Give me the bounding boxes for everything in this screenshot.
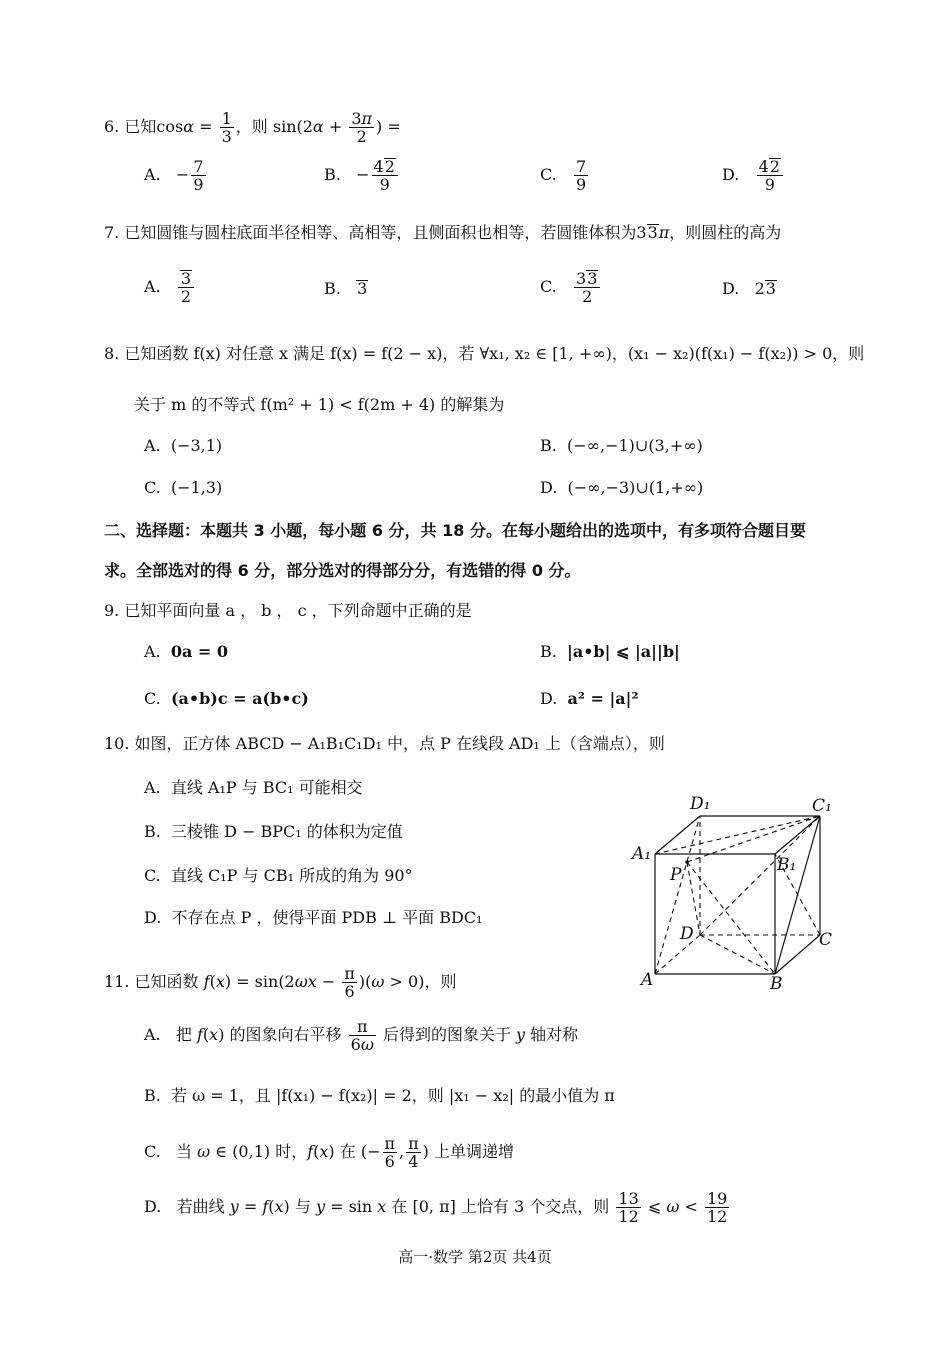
q7-option-c: C. $\frac{33}{2}$ xyxy=(540,270,602,305)
q10-option-b xyxy=(144,821,403,843)
option-text: (−3,1) xyxy=(170,436,223,455)
question-number: 10. xyxy=(104,734,130,753)
option-letter: A. xyxy=(144,1025,161,1044)
q6-option-c: C. $\frac{7}{9}$ xyxy=(540,157,587,194)
q9-option-b xyxy=(540,641,680,663)
q9-option-d xyxy=(540,688,638,710)
q10-option-c xyxy=(144,865,413,887)
question-9-stem xyxy=(104,600,472,622)
label-b1: B₁ xyxy=(777,855,797,875)
q8-option-b xyxy=(540,435,703,457)
question-6-stem: 6. 已知cosα = $\frac{1}{3}$ ，则 sin(2α + $\frac{3\pi}{2}$ ) = xyxy=(104,109,401,146)
option-letter: B. xyxy=(144,822,161,841)
page-footer: 高一·数学 第2页 共4页 xyxy=(398,1248,552,1266)
label-c: C xyxy=(819,930,833,950)
question-text: 已知平面向量 a ， b ， c ，下列命题中正确的是 xyxy=(124,601,472,620)
option-letter: A. xyxy=(144,165,161,184)
option-text: (−∞,−3)∪(1,+∞) xyxy=(567,478,704,497)
segment-pb xyxy=(687,862,775,974)
label-a1: A₁ xyxy=(632,844,652,864)
label-p: P xyxy=(670,865,682,885)
q8-option-d xyxy=(540,477,703,499)
q11-option-c: C. 当 ω ∈ (0,1) 时，f(x) 在 (− $\frac{\pi}{6}$ , $\frac{\pi}{4}$ ) 上单调递增 xyxy=(144,1134,514,1171)
question-7-stem: 7. 已知圆锥与圆柱底面半径相等、高相等，且侧面积也相等，若圆锥体积为33π，则圆柱的高为 xyxy=(104,223,782,242)
option-letter: B. xyxy=(324,165,341,184)
question-11-stem: 11. 已知函数 f(x) = sin(2ωx − $\frac{\pi}{6}$ )(ω > 0)，则 xyxy=(104,964,457,1001)
q10-option-d xyxy=(144,907,482,929)
option-letter: D. xyxy=(144,1197,162,1216)
option-letter: C. xyxy=(540,165,557,184)
option-text: 三棱锥 D − BPC₁ 的体积为定值 xyxy=(171,822,403,841)
q9-option-a xyxy=(144,641,228,663)
question-number: 11. xyxy=(104,972,130,991)
q8-option-c xyxy=(144,477,222,499)
option-letter: B. xyxy=(540,436,557,455)
label-d1: D₁ xyxy=(690,794,711,814)
option-letter: D. xyxy=(722,279,740,298)
label-d: D xyxy=(680,924,694,944)
edge-a1d1 xyxy=(655,816,700,854)
question-text-mid: ，则 xyxy=(235,117,268,136)
q7-option-d: D. 23 xyxy=(722,279,776,298)
question-text-a: 已知圆锥与圆柱底面半径相等、高相等，且侧面积也相等，若圆锥体积为 xyxy=(124,223,637,242)
option-letter: B. xyxy=(540,642,557,661)
option-letter: C. xyxy=(144,478,161,497)
option-text: (−1,3) xyxy=(170,478,223,497)
question-number: 6. xyxy=(104,117,120,136)
question-number: 9. xyxy=(104,601,120,620)
question-text-b: ，则圆柱的高为 xyxy=(669,223,782,242)
segment-a1c1 xyxy=(655,816,820,854)
q6-option-a: A. − $\frac{7}{9}$ xyxy=(144,157,204,194)
option-letter: A. xyxy=(144,778,161,797)
option-text: a² = |a|² xyxy=(567,689,639,708)
option-text: |a•b| ⩽ |a||b| xyxy=(567,642,680,661)
segment-pc1 xyxy=(687,816,820,862)
q11-option-d: D. 若曲线 y = f(x) 与 y = sin x 在 [0, π] 上恰有 3 个交点，则 $\frac{13}{12}$ ⩽ ω < $\frac{19}{12}$ xyxy=(144,1189,728,1226)
option-letter: C. xyxy=(144,866,161,885)
label-a: A xyxy=(641,970,654,990)
section-heading-line2: 求。全部选对的得 6 分，部分选对的得部分分，有选错的得 0 分。 xyxy=(104,561,581,580)
option-text: 直线 C₁P 与 CB₁ 所成的角为 90° xyxy=(170,866,413,885)
cube-figure xyxy=(630,792,840,992)
option-text: (−∞,−1)∪(3,+∞) xyxy=(567,436,703,455)
option-letter: A. xyxy=(144,436,161,455)
q8-option-a xyxy=(144,435,222,457)
q6-option-d: D. $\frac{42}{9}$ xyxy=(722,158,785,193)
section-heading-line1: 二、选择题：本题共 3 小题，每小题 6 分，共 18 分。在每小题给出的选项中，有多项符合题目要 xyxy=(104,521,806,540)
q11-option-a: A. 把 f(x) 的图象向右平移 $\frac{\pi}{6\omega}$ 后得到的图象关于 y 轴对称 xyxy=(144,1017,579,1054)
q9-option-c xyxy=(144,688,309,710)
question-10-stem xyxy=(104,733,665,755)
point-p xyxy=(685,860,689,864)
question-text-suffix: ，则 xyxy=(424,972,457,991)
option-letter: C. xyxy=(540,277,557,296)
q11-option-b xyxy=(144,1085,615,1107)
option-text: 直线 A₁P 与 BC₁ 可能相交 xyxy=(170,778,363,797)
q7-option-b: B. 3 xyxy=(324,279,368,298)
option-text: 不存在点 P ，使得平面 PDB ⊥ 平面 BDC₁ xyxy=(171,908,483,927)
question-8-line2: 关于 m 的不等式 f(m² + 1) < f(2m + 4) 的解集为 xyxy=(134,395,505,414)
segment-dc1 xyxy=(700,816,820,935)
option-letter: B. xyxy=(144,1086,161,1105)
option-letter: C. xyxy=(144,689,161,708)
segment-db xyxy=(700,935,775,974)
question-text-prefix: 已知函数 xyxy=(134,972,199,991)
option-text: 0a = 0 xyxy=(170,642,228,661)
option-letter: B. xyxy=(324,279,341,298)
q7-option-a: A. $\frac{3}{2}$ xyxy=(144,270,196,305)
option-letter: D. xyxy=(144,908,162,927)
segment-ad1 xyxy=(655,816,700,974)
option-letter: A. xyxy=(144,642,161,661)
question-8-line1 xyxy=(104,343,864,365)
question-text: 如图，正方体 ABCD − A₁B₁C₁D₁ 中，点 P 在线段 AD₁ 上（含端点），则 xyxy=(134,734,665,753)
q10-option-a xyxy=(144,777,363,799)
option-text: (a•b)c = a(b•c) xyxy=(170,689,309,708)
q6-option-b: B. − $\frac{42}{9}$ xyxy=(324,158,400,193)
question-number: 8. xyxy=(104,344,120,363)
option-letter: D. xyxy=(540,478,558,497)
label-b: B xyxy=(770,974,783,992)
option-letter: D. xyxy=(722,165,740,184)
option-letter: A. xyxy=(144,277,161,296)
edge-bc xyxy=(775,935,820,974)
question-text-prefix: 已知 xyxy=(124,117,157,136)
option-text: 若 ω = 1，且 |f(x₁) − f(x₂)| = 2，则 |x₁ − x₂| 的最小值为 π xyxy=(171,1086,615,1105)
question-number: 7. xyxy=(104,223,120,242)
option-letter: C. xyxy=(144,1142,161,1161)
option-letter: D. xyxy=(540,689,558,708)
label-c1: C₁ xyxy=(812,796,832,816)
question-text: 已知函数 f(x) 对任意 x 满足 f(x) = f(2 − x)，若 ∀x₁, x₂ ∈ [1, +∞)，(x₁ − x₂)(f(x₁) − f(x₂)) > 0，则 xyxy=(124,344,865,363)
